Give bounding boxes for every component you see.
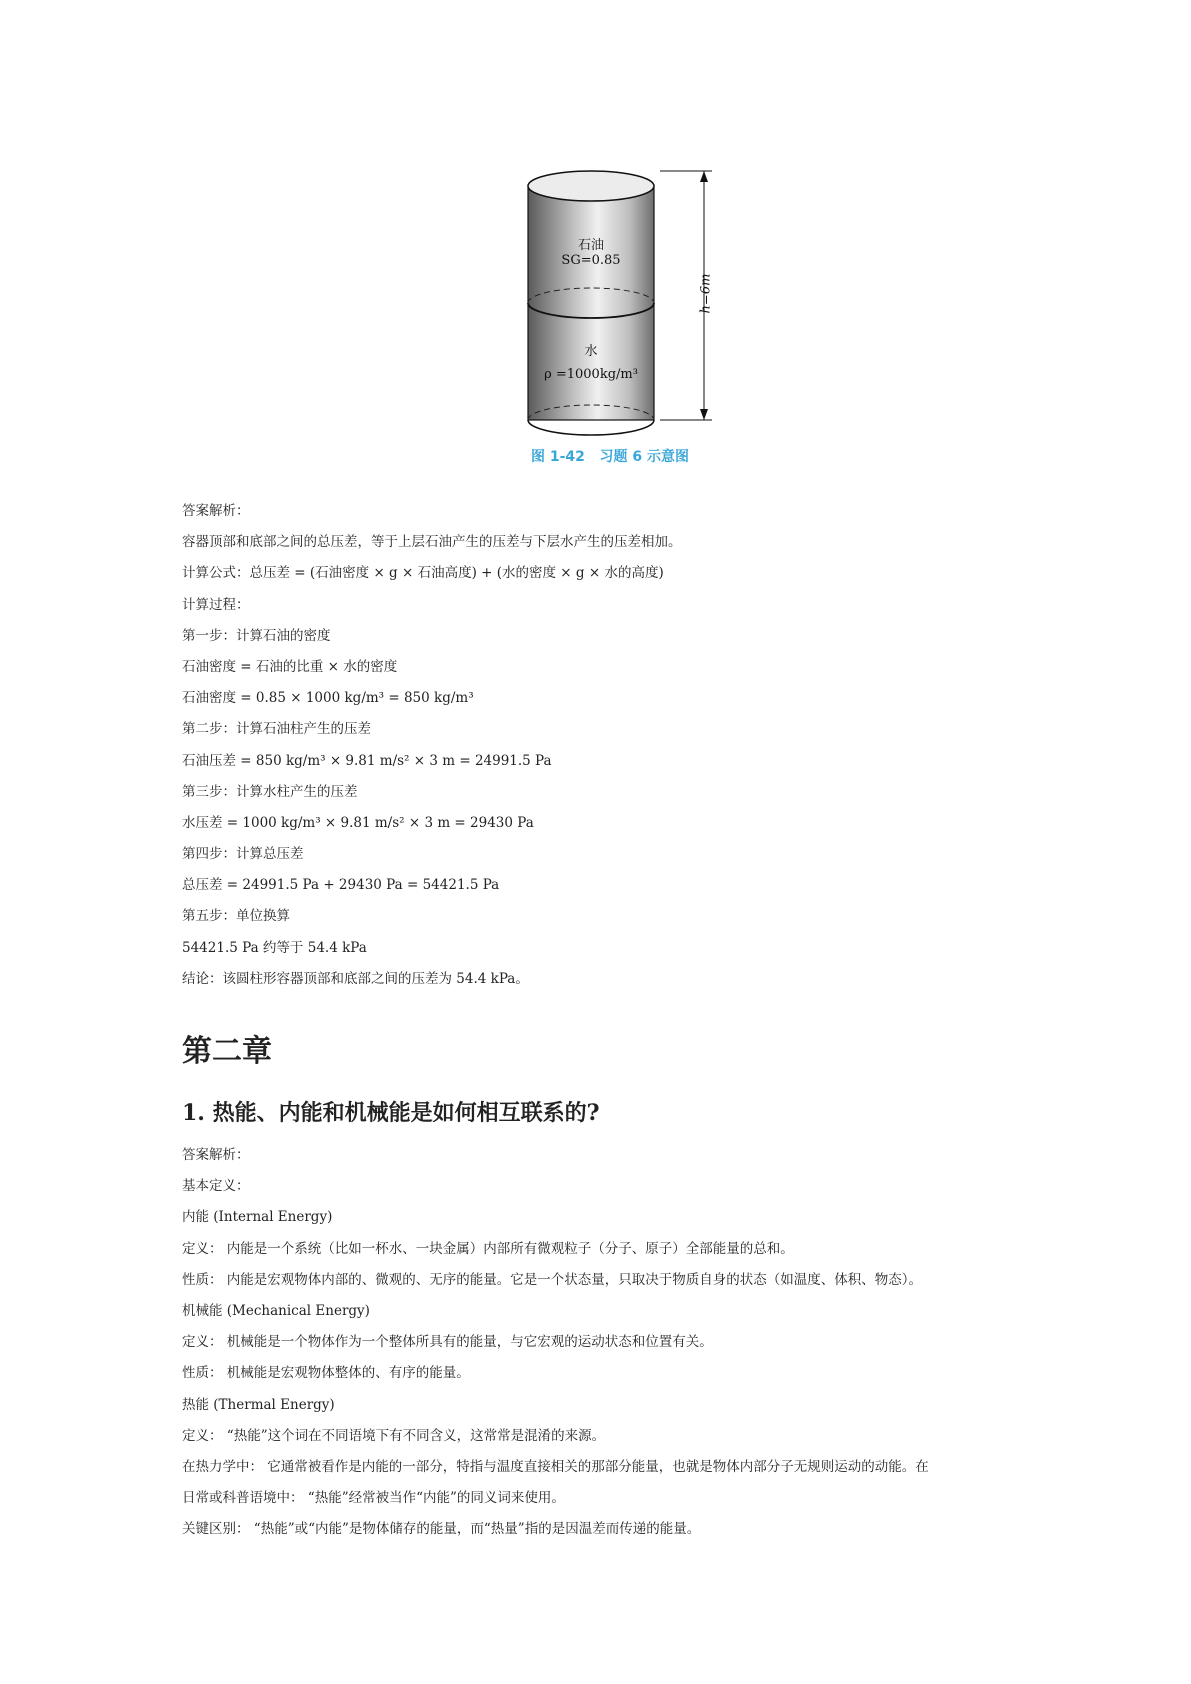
- text-line: 第二步：计算石油柱产生的压差: [182, 721, 371, 738]
- oil-sg-label: SG=0.85: [561, 253, 621, 268]
- text-line: 热能 (Thermal Energy): [182, 1396, 335, 1413]
- text-line: 定义： 机械能是一个物体作为一个整体所具有的能量，与它宏观的运动状态和位置有关。: [182, 1334, 713, 1351]
- text-line: 石油压差 = 850 kg/m³ × 9.81 m/s² × 3 m = 24991.5 Pa: [182, 752, 552, 769]
- tank-body: [528, 186, 654, 420]
- text-line: 性质： 机械能是宏观物体整体的、有序的能量。: [182, 1365, 470, 1382]
- text-line: 第五步：单位换算: [182, 908, 290, 925]
- text-line: 石油密度 = 石油的比重 × 水的密度: [182, 658, 398, 675]
- dim-arrow-top: [700, 171, 708, 182]
- text-line: 容器顶部和底部之间的总压差，等于上层石油产生的压差与下层水产生的压差相加。: [182, 534, 682, 551]
- text-line: 性质： 内能是宏观物体内部的、微观的、无序的能量。它是一个状态量，只取决于物质自身的状态（如温度、体积、物态）。: [182, 1271, 923, 1288]
- text-line: 基本定义：: [182, 1178, 250, 1195]
- height-label: h=6m: [698, 273, 714, 314]
- oil-label: 石油: [577, 238, 604, 253]
- text-line: 关键区别： “热能”或“内能”是物体储存的能量，而“热量”指的是因温差而传递的能量。: [182, 1521, 701, 1538]
- text-line: 54421.5 Pa 约等于 54.4 kPa: [182, 939, 367, 956]
- text-line: 内能 (Internal Energy): [182, 1209, 333, 1226]
- answer-section-2: [182, 1140, 1062, 1545]
- text-line: 第三步：计算水柱产生的压差: [182, 783, 358, 800]
- text-line: 定义： “热能”这个词在不同语境下有不同含义，这常常是混淆的来源。: [182, 1427, 606, 1444]
- section-title: 1. 热能、内能和机械能是如何相互联系的?: [182, 1100, 600, 1126]
- text-line: 日常或科普语境中： “热能”经常被当作“内能”的同义词来使用。: [182, 1490, 565, 1507]
- text-line: 总压差 = 24991.5 Pa + 29430 Pa = 54421.5 Pa: [182, 877, 500, 894]
- water-density-label: ρ =1000kg/m³: [544, 367, 638, 382]
- text-line: 第一步：计算石油的密度: [182, 627, 331, 644]
- dim-arrow-bottom: [700, 409, 708, 420]
- text-line: 第四步：计算总压差: [182, 846, 304, 863]
- text-line: 答案解析：: [182, 1147, 250, 1163]
- text-line: 水压差 = 1000 kg/m³ × 9.81 m/s² × 3 m = 29430 Pa: [182, 814, 534, 831]
- figure-caption: 图 1-42 习题 6 示意图: [530, 449, 690, 465]
- text-line: 石油密度 = 0.85 × 1000 kg/m³ = 850 kg/m³: [182, 690, 474, 707]
- text-line: 定义： 内能是一个系统（比如一杯水、一块金属）内部所有微观粒子（分子、原子）全部能量的总和。: [182, 1240, 794, 1257]
- tank-figure: [0, 0, 1191, 480]
- chapter-title: 第二章: [182, 1034, 272, 1069]
- text-line: 结论：该圆柱形容器顶部和底部之间的压差为 54.4 kPa。: [182, 970, 529, 987]
- text-line: 计算公式：总压差 = (石油密度 × g × 石油高度) + (水的密度 × g × 水的高度): [182, 565, 664, 582]
- text-line: 计算过程：: [182, 596, 250, 613]
- water-label: 水: [584, 344, 598, 359]
- text-line: 机械能 (Mechanical Energy): [182, 1302, 370, 1319]
- tank-top: [528, 171, 654, 201]
- text-line: 在热力学中： 它通常被看作是内能的一部分，特指与温度直接相关的那部分能量，也就是物体内部分子无规则运动的动能。在: [182, 1458, 929, 1475]
- bottom-front: [528, 420, 654, 435]
- answer-section-1: [182, 496, 1042, 995]
- text-line: 答案解析：: [182, 503, 250, 519]
